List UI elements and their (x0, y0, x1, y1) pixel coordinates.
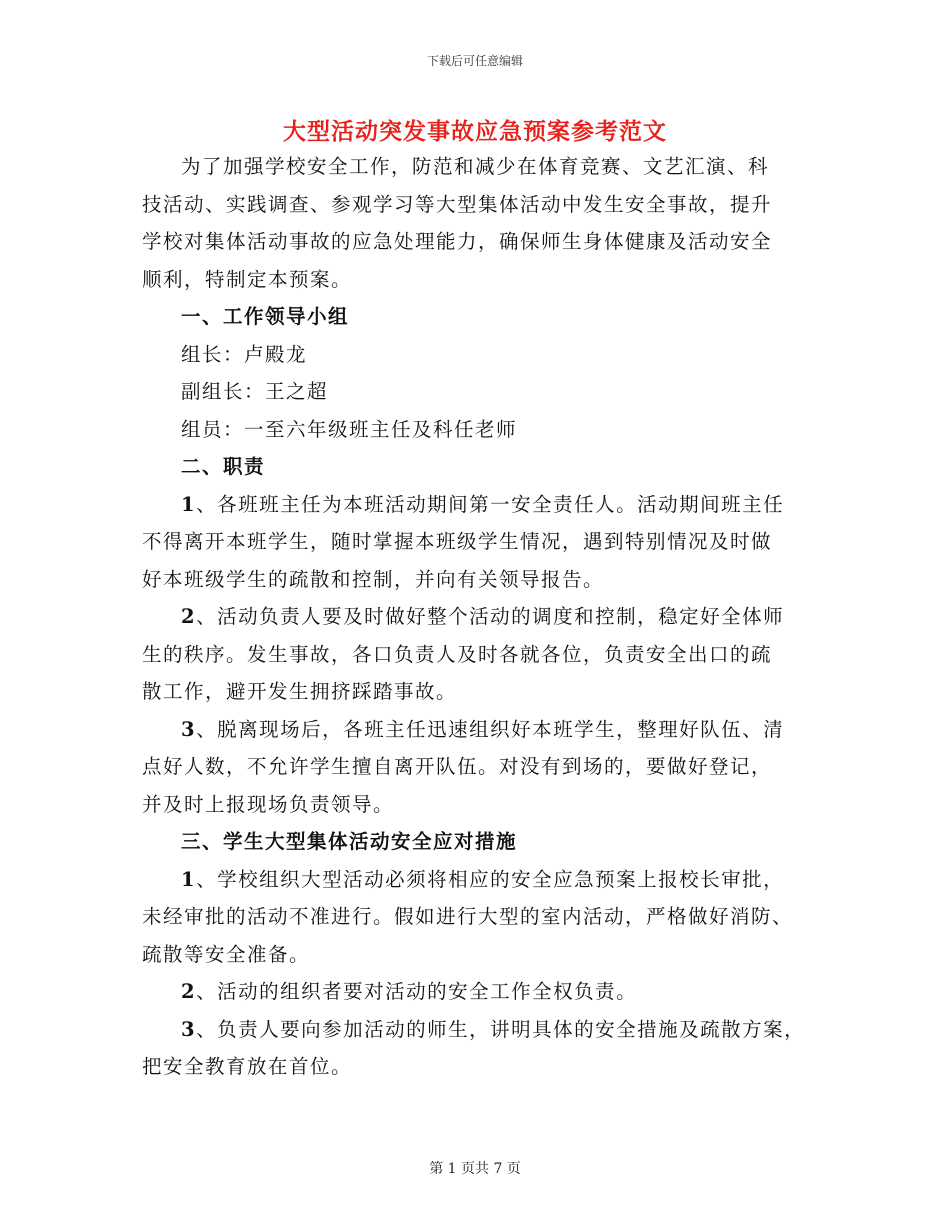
intro-paragraph-continued (142, 186, 822, 299)
section-heading-1: 一、工作领导小组 (181, 305, 350, 328)
measure-line: 未经审批的活动不准进行。假如进行大型的室内活动，严格做好消防、 (142, 905, 794, 928)
section-heading-2: 二、职责 (181, 455, 266, 478)
duty-paragraph-3 (142, 711, 822, 749)
item-number: 3 (181, 1017, 197, 1041)
duty-text: 、脱离现场后，各班主任迅速组织好本班学生，整理好队伍、清 (196, 717, 785, 741)
duty-text: 、活动负责人要及时做好整个活动的调度和控制，稳定好全体师 (196, 605, 785, 628)
duty-line: 不得离开本班学生，随时掌握本班级学生情况，遇到特别情况及时做 (142, 530, 773, 553)
measure-line: 把安全教育放在首位。 (142, 1055, 353, 1078)
measure-text: 、活动的组织者要对活动的安全工作全权负责。 (196, 980, 638, 1003)
duty-line (142, 486, 822, 524)
duty-paragraph-3-continued (142, 748, 822, 823)
duty-text: 、各班班主任为本班活动期间第一安全责任人。活动期间班主任 (196, 492, 785, 516)
measure-line (142, 861, 822, 899)
measure-paragraph-3 (142, 1011, 822, 1049)
duty-paragraph-2-continued (142, 636, 822, 711)
intro-line: 顺利，特制定本预案。 (142, 267, 353, 291)
measure-paragraph-1-continued (142, 898, 822, 973)
item-number: 3 (181, 717, 197, 741)
header-note: 下载后可任意编辑 (426, 54, 523, 68)
item-number: 1 (181, 867, 197, 891)
item-number: 2 (181, 980, 197, 1003)
members-item: 组员：一至六年级班主任及科任老师 (181, 417, 518, 441)
page-number-footer: 第 1 页共 7 页 (429, 1161, 521, 1177)
duty-line (142, 711, 822, 749)
document-title: 大型活动突发事故应急预案参考范文 (283, 118, 667, 145)
measure-paragraph-3-continued (142, 1048, 822, 1086)
duty-line: 散工作，避开发生拥挤踩踏事故。 (142, 680, 458, 703)
measure-paragraph-1 (142, 861, 822, 899)
leader-item: 组长：卢殿龙 (181, 342, 308, 366)
measure-text: 、学校组织大型活动必须将相应的安全应急预案上报校长审批， (196, 867, 785, 891)
intro-line: 技活动、实践调查、参观学习等大型集体活动中发生安全事故，提升 (142, 192, 773, 216)
measure-line (142, 1011, 822, 1049)
item-number: 2 (181, 605, 197, 628)
measure-line (142, 973, 822, 1011)
item-number: 1 (181, 492, 197, 516)
duty-paragraph-2 (142, 598, 822, 636)
duty-line: 并及时上报现场负责领导。 (142, 792, 395, 816)
document-body (142, 148, 822, 1086)
duty-paragraph-1-continued (142, 523, 822, 598)
duty-line: 好本班级学生的疏散和控制，并向有关领导报告。 (142, 567, 605, 591)
measure-text: 、负责人要向参加活动的师生，讲明具体的安全措施及疏散方案， (196, 1017, 806, 1041)
intro-line: 学校对集体活动事故的应急处理能力，确保师生身体健康及活动安全 (142, 230, 773, 253)
duty-line: 生的秩序。发生事故，各口负责人及时各就各位，负责安全出口的疏 (142, 642, 773, 666)
measure-paragraph-2 (142, 973, 822, 1011)
intro-paragraph (142, 148, 822, 186)
duty-paragraph-1 (142, 486, 822, 524)
duty-line: 点好人数，不允许学生擅自离开队伍。对没有到场的，要做好登记， (142, 755, 773, 778)
section-heading-3: 三、学生大型集体活动安全应对措施 (181, 830, 518, 853)
measure-line: 疏散等安全准备。 (142, 942, 311, 966)
duty-line (142, 598, 822, 636)
deputy-leader-item: 副组长：王之超 (181, 380, 329, 403)
intro-line: 为了加强学校安全工作，防范和减少在体育竞赛、文艺汇演、科 (181, 155, 770, 178)
